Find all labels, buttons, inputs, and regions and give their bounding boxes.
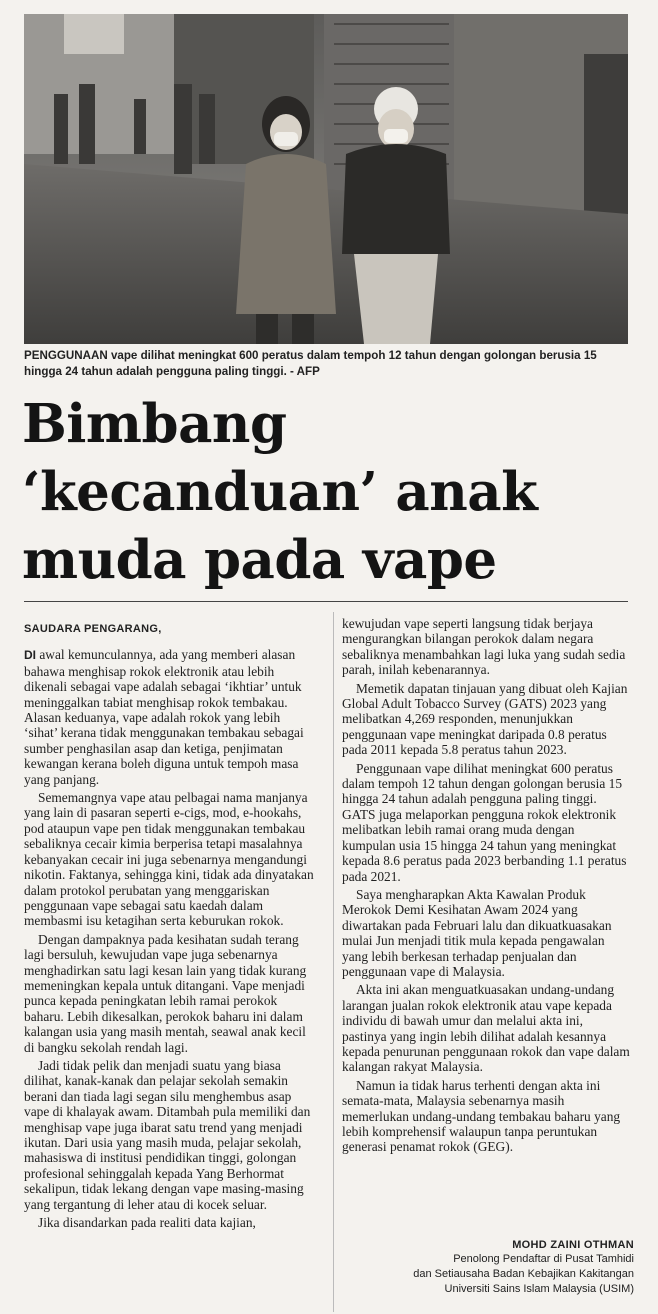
paragraph-1 [24,647,314,787]
paragraph-7: Memetik dapatan tinjauan yang dibuat oleh Kajian Global Adult Tobacco Survey (GATS) 2023 yang melibatkan 4,269 responden, menunjukkan penggunaan vape meningkat daripada 0.8 peratus pada 2011 kepada 5.8 peratus tahun 2023. [342,680,628,758]
paragraph-9: Saya mengharapkan Akta Kawalan Produk Merokok Demi Kesihatan Awam 2024 yang diwartakan pada Februari lalu dan dikuatkuasakan mulai Jun menjadi titik mula kepada pengawalan yang lebih berkesan terhadap penjualan dan penggunaan vape di Malaysia. [342,886,612,979]
paragraph-8: Penggunaan vape dilihat meningkat 600 peratus dalam tempoh 12 tahun dengan golongan berusia 15 hingga 24 tahun adalah pengguna paling tinggi. GATS juga melaporkan pengguna rokok elektronik melibatkan lebih ramai orang muda dengan kumpulan usia 15 hingga 24 tahun yang meningkat kepada 8.6 peratus pada 2023 berbanding 1.1 peratus pada 2021. [342,760,627,884]
headline-divider [24,601,628,602]
column-divider [333,612,334,1312]
author-title-1: Penolong Pendaftar di Pusat Tamhidi [453,1253,634,1265]
article-photo [24,14,628,344]
headline [22,390,632,594]
paragraph-11: Namun ia tidak harus terhenti dengan akta ini semata-mata, Malaysia sebenarnya masih memerlukan undang-undang tembakau baharu yang lebih komprehensif walaupun tanpa peruntukan generasi penamat rokok (GEG). [342,1077,621,1155]
author-title-2: dan Setiausaha Badan Kebajikan Kakitangan [413,1268,634,1280]
paragraph-5: Jika disandarkan pada realiti data kajian, [38,1215,256,1231]
paragraph-10: Akta ini akan menguatkuasakan undang-undang larangan jualan rokok elektronik atau vape kepada individu di bawah umur dan melalui akta ini, pastinya yang ingin lebih dilihat adalah kesannya kepada penurunan penggunaan rokok dan vape dalam kalangan rakyat Malaysia. [342,982,630,1075]
author-signature [380,1238,634,1297]
paragraph-3: Dengan dampaknya pada kesihatan sudah terang lagi bersuluh, kewujudan vape juga sebenarnya menghadirkan satu lagi kesan lain yang tidak kurang memeningkan kepala untuk ditangani. Vape menjadi punca kepada peningkatan lebih ramai perokok baharu. Lebih dikesalkan, perokok baharu ini dalam kalangan usia yang masih mentah, seawal anak kecil di bangku sekolah rendah lagi. [24,931,307,1055]
headline-line-1: Bimbang [22,393,287,455]
salutation: SAUDARA PENGARANG, [24,623,162,635]
article-column-right [342,616,630,1158]
author-title-3: Universiti Sains Islam Malaysia (USIM) [444,1283,634,1295]
author-name: MOHD ZAINI OTHMAN [512,1239,634,1251]
headline-line-3: muda pada vape [22,529,497,591]
street-scene-image [24,14,628,344]
headline-line-2: ‘kecanduan’ anak [22,461,538,523]
paragraph-2: Sememangnya vape atau pelbagai nama manjanya yang lain di pasaran seperti e-cigs, mod, e-hookahs, pod ataupun vape pen tidak menggunakan tembakau sebaliknya cecair kimia berperisa tetapi masalahnya kebanyakan cecair ini juga sebenarnya mengandungi nikotin. Faktanya, sehingga kini, tidak ada dinyatakan dalam protokol perubatan yang menggariskan penggunaan vape sebagai satu kaedah dalam membasmi isu ketagihan serta keburukan rokok. [24,790,314,929]
paragraph-6: kewujudan vape seperti langsung tidak berjaya mengurangkan bilangan perokok dalam negara sebaliknya menambahkan lagi luka yang sudah sedia parah, inilah kebenarannya. [342,616,626,678]
lead-in: DI [24,648,36,663]
article-column-left [24,622,314,1233]
photo-caption: PENGGUNAAN vape dilihat meningkat 600 peratus dalam tempoh 12 tahun dengan golongan berusia 15 hingga 24 tahun adalah pengguna paling tinggi. - AFP [24,349,597,378]
paragraph-1-text: awal kemunculannya, ada yang memberi alasan bahawa menghisap rokok elektronik atau lebih dikenali sebagai vape adalah sebagai ‘ikhtiar’ untuk meninggalkan tabiat menghisap rokok tembakau. Alasan keduanya, vape adalah rokok yang lebih ‘sihat’ kerana tidak menggunakan tembakau sebagai sumber penghasilan asap dan ketiga, penjimatan kewangan kerana boleh diguna untuk tempoh masa yang panjang. [24,647,304,787]
paragraph-4: Jadi tidak pelik dan menjadi suatu yang biasa dilihat, kanak-kanak dan pelajar sekolah semakin berani dan tiada lagi segan silu menghembus asap vape di khalayak awam. Ditambah pula memiliki dan menghisap vape juga ibarat satu trend yang menjadi ikutan. Dari usia yang masih muda, pelajar sekolah, mahasiswa di institusi pendidikan tinggi, golongan profesional sehinggalah kepada Yang Berhormat sekalipun, tidak lekang dengan vape masing-masing yang tergantung di leher atau di kocek seluar. [24,1057,311,1212]
